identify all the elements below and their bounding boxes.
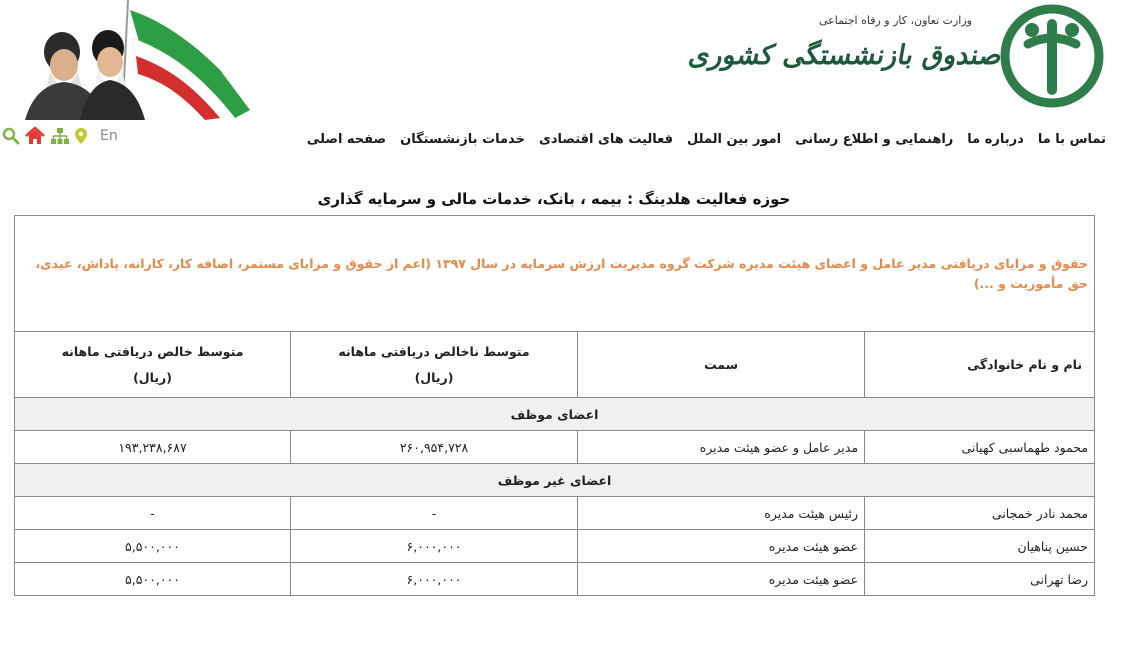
table-caption: حقوق و مزایای دریافتی مدیر عامل و اعضای هیئت مدیره شرکت گروه مدیریت ارزش سرمایه در سال ۱۳۹۷ (اعم از حقوق و مزایای مستمر، اضافه کار، کارانه، پاداش، عیدی، حق مأموریت و ...): [15, 216, 1095, 332]
sitemap-icon[interactable]: [50, 127, 70, 145]
location-icon[interactable]: [74, 127, 88, 145]
site-header: [0, 0, 1122, 122]
group-title-full-time: اعضای موظف: [15, 398, 1095, 431]
header-name: نام و نام خانوادگی: [865, 332, 1095, 398]
table-header-row: [15, 332, 1095, 398]
fund-name: صندوق بازنشستگی کشوری: [686, 40, 1005, 71]
nav-item-home[interactable]: صفحه اصلی: [306, 132, 387, 147]
cell-gross: ۶,۰۰۰,۰۰۰: [291, 563, 578, 596]
header-gross-unit: (ریال): [414, 369, 454, 385]
search-icon[interactable]: [2, 127, 20, 145]
cell-gross: -: [291, 497, 578, 530]
language-switch-link[interactable]: En: [100, 128, 118, 144]
fund-emblem-icon: [1000, 4, 1104, 108]
header-gross: [291, 332, 578, 398]
flag-illustration: [20, 0, 260, 120]
nav-tools: [2, 126, 118, 146]
group-row: [15, 398, 1095, 431]
flag-portraits-banner: [20, 0, 260, 120]
nav-item-about-us[interactable]: درباره ما: [967, 132, 1024, 147]
nav-item-international-affairs[interactable]: امور بین الملل: [687, 132, 782, 147]
home-icon[interactable]: [24, 126, 46, 146]
cell-name: محمود طهماسبی کهیانی: [865, 431, 1095, 464]
main-nav: [0, 122, 1122, 158]
cell-position: رئیس هیئت مدیره: [578, 497, 865, 530]
nav-item-retiree-services[interactable]: خدمات بازنشستگان: [400, 132, 525, 147]
table-row: [15, 497, 1095, 530]
nav-item-economic-activities[interactable]: فعالیت های اقتصادی: [538, 132, 674, 147]
nav-item-guidance-info[interactable]: راهنمایی و اطلاع رسانی: [795, 132, 954, 147]
ministry-text: وزارت تعاون، کار و رفاه اجتماعی: [818, 14, 972, 27]
group-row: [15, 464, 1095, 497]
cell-name: حسین پناهیان: [865, 530, 1095, 563]
cell-gross: ۲۶۰,۹۵۴,۷۲۸: [291, 431, 578, 464]
header-net-unit: (ریال): [133, 369, 172, 385]
cell-net: ۵,۵۰۰,۰۰۰: [15, 563, 291, 596]
cell-position: مدیر عامل و عضو هیئت مدیره: [578, 431, 865, 464]
header-position: سمت: [578, 332, 865, 398]
header-net: [15, 332, 291, 398]
table-caption-row: [15, 216, 1095, 332]
cell-name: رضا تهرانی: [865, 563, 1095, 596]
cell-position: عضو هیئت مدیره: [578, 563, 865, 596]
cell-net: ۱۹۳,۲۳۸,۶۸۷: [15, 431, 291, 464]
table-row: [15, 530, 1095, 563]
header-net-label: متوسط خالص دریافتی ماهانه: [61, 343, 244, 359]
cell-gross: ۶,۰۰۰,۰۰۰: [291, 530, 578, 563]
header-gross-label: متوسط ناخالص دریافتی ماهانه: [338, 343, 530, 359]
nav-item-contact-us[interactable]: تماس با ما: [1037, 132, 1106, 147]
cell-net: -: [15, 497, 291, 530]
table-row: [15, 563, 1095, 596]
cell-name: محمد نادر خمجانی: [865, 497, 1095, 530]
page-title: حوزه فعالیت هلدینگ : بیمه ، بانک، خدمات مالی و سرمایه گذاری: [317, 190, 791, 208]
group-title-non-executive: اعضای غیر موظف: [15, 464, 1095, 497]
compensation-table: [14, 215, 1095, 596]
table-row: [15, 431, 1095, 464]
nav-menu: [307, 132, 1106, 147]
cell-position: عضو هیئت مدیره: [578, 530, 865, 563]
cell-net: ۵,۵۰۰,۰۰۰: [15, 530, 291, 563]
